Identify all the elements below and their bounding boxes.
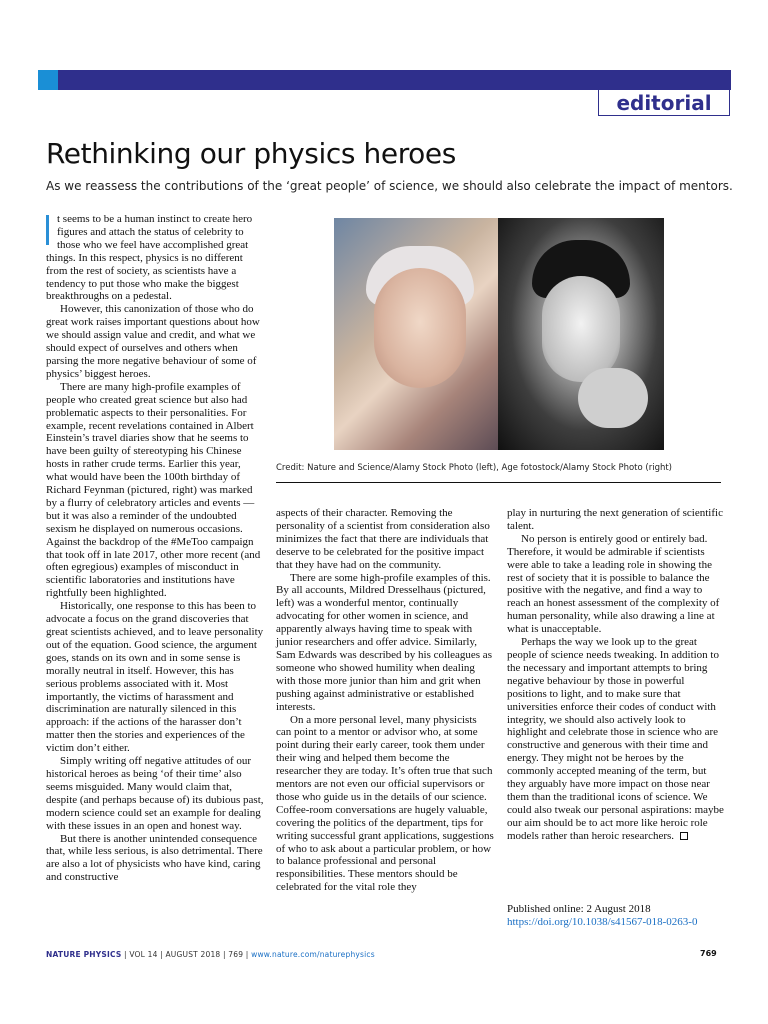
paragraph: On a more personal level, many physicists can point to a mentor or advisor who, at some point during their early career, took them under their wing and helped them become the researcher they are today. It’s often true that such mentors are not even our official supervisors or those who guide us in the details of our science. Coffee-room conversations are hugely valuable, covering the politics of the department, tips for writing successful grant applications, suggestions of who to ask about a particular problem, or how to balance professional and personal responsibilities. These mentors should be celebrated for the vital role they [276, 713, 494, 894]
photo-mildred-dresselhaus [334, 218, 498, 450]
paragraph [507, 636, 725, 843]
divider [276, 482, 721, 483]
paragraph: There are some high-profile examples of this. By all accounts, Mildred Dresselhaus (pictured, left) was a wonderful mentor, continually advocating for other women in science, and apparently always having time to speak with junior researchers and offer advice. Similarly, Sam Edwards was described by his colleagues as someone who showed humility when dealing with those more junior than him and grit when pushing against administrative or established interests. [276, 571, 492, 713]
column-3 [507, 507, 725, 843]
paragraph: aspects of their character. Removing the personality of a scientist from consideration also minimizes the fact that there are individuals that deserve to be celebrated for the positive impact that they have had on the community. [276, 507, 490, 571]
paragraph: However, this canonization of those who do great work raises important questions about how we should assign value and credit, and what we should expect of ourselves and others when parsing the more negative behaviour of some of physics’ biggest heroes. [46, 303, 260, 380]
header-bar [38, 70, 731, 90]
footer-journal: NATURE PHYSICS [46, 950, 122, 959]
paragraph: Simply writing off negative attitudes of our historical heroes as being ‘of their time’ also seems misguided. Many would claim that, despite (and perhaps because of) its dubious past, modern science could set an example for dealing with these issues in an open and honest way. [46, 755, 264, 832]
published-date: Published online: 2 August 2018 [507, 903, 651, 915]
page-number: 769 [700, 949, 717, 958]
header-accent [38, 70, 58, 90]
photo-caption: Credit: Nature and Science/Alamy Stock Photo (left), Age fotostock/Alamy Stock Photo (right) [276, 463, 673, 473]
doi-link[interactable]: https://doi.org/10.1038/s41567-018-0263-0 [507, 916, 698, 928]
standfirst: As we reassess the contributions of the ‘great people’ of science, we should also celebrate the impact of mentors. [46, 179, 733, 193]
section-label: editorial [598, 90, 730, 116]
paragraph: t seems to be a human instinct to create hero figures and attach the status of celebrity to those who we feel have accomplished great things. In this respect, physics is no different from the rest of society, as scientists have a tendency to put those who make the biggest breakthroughs on a pedestal. [46, 213, 253, 303]
paragraph: play in nurturing the next generation of scientific talent. [507, 507, 723, 532]
column-2 [276, 507, 494, 894]
end-mark-icon [680, 832, 688, 840]
footer-url[interactable]: www.nature.com/naturephysics [251, 950, 375, 959]
publication-info [507, 903, 727, 929]
photo-richard-feynman [498, 218, 664, 450]
column-1 [46, 213, 264, 884]
paragraph: There are many high-profile examples of people who created great science but also had problematic aspects to their personalities. For example, recent revelations contained in Albert Einstein’s travel diaries show that he seems to have been guilty of stereotyping his Chinese hosts in rather crude terms. Earlier this year, what would have been the 100th birthday of Richard Feynman (pictured, right) was marked by a flurry of celebratory articles and events — but it was also a reminder of the undoubted sexism he displayed on numerous occasions. Against the backdrop of the #MeToo campaign that took off in late 2017, other more recent (and often egregious) examples of misconduct in scientific laboratories and institutions have rightfully been highlighted. [46, 380, 261, 600]
dropcap-bar [46, 215, 49, 245]
paragraph: Historically, one response to this has been to advocate a focus on the grand discoveries that great scientists achieved, and to leave personality out of the equation. Good science, the argument goes, stands on its own and in some sense is morally neutral in itself. However, this has serious problems associated with it. Most importantly, the victims of harassment and discrimination are naturally silenced in this approach: if the actions of the harasser don’t matter then the stories and experiences of the victim don’t either. [46, 600, 264, 755]
article-title: Rethinking our physics heroes [46, 137, 456, 170]
paragraph: No person is entirely good or entirely bad. Therefore, it would be admirable if scientists were able to take a leading role in showing the rest of society that it is possible to balance the positive with the negative, and find a way to reach an honest assessment of the complexity of human personality, while also drawing a line at what is unacceptable. [507, 532, 720, 636]
paragraph: But there is another unintended consequence that, while less serious, is also detrimental. There are also a lot of physicists who have kind, caring and constructive [46, 832, 263, 884]
footer-issue: | VOL 14 | AUGUST 2018 | 769 | [121, 950, 252, 959]
paragraph-text: Perhaps the way we look up to the great people of science needs tweaking. In addition to the necessary and important attempts to bring negative behaviour by those in powerful positions to light, and to make sure that universities enforce their codes of conduct with integrity, we should also actively look to highlight and celebrate those in science who are constructive and generous with their time and energy. They might not be heroes by the commonly accepted meaning of the term, but they arguably have more impact on those near them than the traditional icons of science. We could also tweak our personal aspirations: maybe our aim should be to act more like heroic role models rather than heroic researchers. [507, 636, 724, 842]
footer [46, 950, 375, 959]
